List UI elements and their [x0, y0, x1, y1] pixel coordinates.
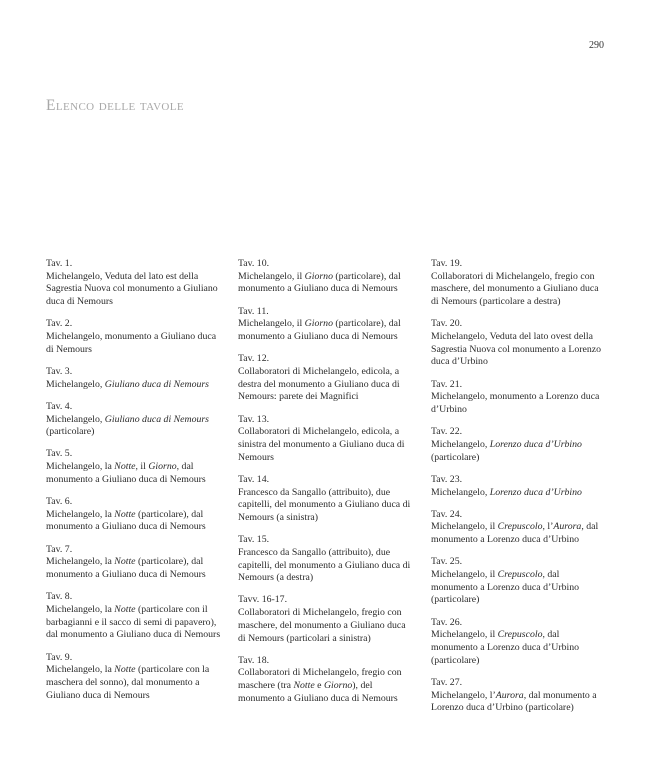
plate-number: Tav. 26.: [431, 616, 463, 628]
plate-caption: [431, 391, 607, 416]
caption-text: Francesco da Sangallo (attribuito), due capitelli, del monumento a Giuliano duca di Nemours (a destra): [238, 546, 411, 584]
plate-number: Tav. 25.: [431, 556, 463, 568]
page-number: 290: [589, 40, 604, 51]
caption-text: (particolare), dal monumento a Giuliano duca di Nemours: [238, 318, 401, 343]
plate-number: Tav. 14.: [238, 473, 270, 485]
plate-number: Tav. 21.: [431, 378, 463, 390]
caption-text: Michelangelo, il: [431, 569, 498, 581]
plate-caption: [238, 366, 414, 404]
caption-italic-title: Notte: [114, 461, 136, 473]
plate-caption: [431, 521, 607, 546]
caption-text: e: [314, 680, 324, 692]
caption-text: Michelangelo,: [431, 486, 490, 498]
caption-text: Michelangelo, monumento a Lorenzo duca d’Urbino: [431, 391, 600, 416]
plate-entry: [46, 591, 222, 642]
caption-text: Michelangelo, la: [46, 461, 115, 473]
caption-text: (particolare), dal monumento a Giuliano duca di Nemours: [46, 508, 206, 533]
caption-text: (particolare con il barbagianni e il sacco di semi di papavero), dal monumento a Giuliano duca di Nemours: [46, 603, 221, 641]
caption-text: , dal monumento a Giuliano duca di Nemours: [46, 461, 206, 485]
plate-caption: [431, 569, 607, 607]
caption-text: Michelangelo, la: [46, 508, 115, 520]
plate-entry: [431, 426, 607, 464]
caption-italic-title: Notte: [114, 603, 136, 615]
caption-text: , dal monumento a Lorenzo duca d’Urbino (particolare): [431, 689, 597, 714]
caption-italic-title: Notte: [293, 680, 315, 692]
plate-number: Tav. 22.: [431, 426, 463, 438]
caption-italic-title: Notte: [114, 556, 136, 568]
plate-entry: [431, 318, 607, 369]
plate-number: Tav. 11.: [238, 305, 269, 317]
plate-entry: [46, 318, 222, 356]
plate-number: Tav. 27.: [431, 676, 463, 688]
plate-number: Tav. 15.: [238, 534, 270, 546]
plate-caption: [238, 547, 414, 585]
caption-italic-title: Aurora: [495, 689, 524, 701]
plate-caption: [238, 607, 414, 645]
caption-text: Collaboratori di Michelangelo, fregio con maschere, del monumento a Giuliano duca di Nemours (particolare a destra): [431, 270, 599, 308]
caption-text: Michelangelo,: [46, 378, 105, 390]
caption-text: Michelangelo, Veduta del lato est della Sagrestia Nuova col monumento a Giuliano duca di Nemours: [46, 270, 218, 308]
caption-italic-title: Crepuscolo: [497, 629, 543, 641]
plate-entry: [431, 474, 607, 499]
plate-caption: [431, 690, 607, 715]
caption-text: (particolare): [46, 426, 95, 438]
plate-number: Tav. 12.: [238, 353, 270, 365]
plate-number: Tav. 3.: [46, 365, 73, 377]
plate-number: Tav. 18.: [238, 654, 270, 666]
plate-entry: [431, 556, 607, 607]
plate-caption: [431, 439, 607, 464]
plate-entry: [46, 401, 222, 439]
plate-caption: [46, 379, 222, 392]
caption-text: Michelangelo,: [431, 438, 490, 450]
caption-italic-title: Giorno: [304, 318, 333, 330]
plate-caption: [238, 271, 414, 296]
caption-text: Michelangelo, il: [431, 629, 498, 641]
plate-caption: [431, 487, 607, 500]
plate-number: Tav. 6.: [46, 496, 73, 508]
plate-caption: [431, 629, 607, 667]
plate-entry: [46, 366, 222, 391]
caption-text: Michelangelo, la: [46, 556, 115, 568]
caption-text: , dal monumento a Lorenzo duca d’Urbino (particolare): [431, 569, 579, 606]
plate-caption: [431, 271, 607, 309]
plate-caption: [46, 331, 222, 356]
plate-caption: [238, 487, 414, 525]
plate-caption: [238, 318, 414, 343]
caption-italic-title: Crepuscolo: [497, 569, 543, 581]
plate-entry: [46, 448, 222, 486]
plate-caption: [46, 414, 222, 439]
caption-text: Michelangelo, la: [46, 664, 115, 676]
caption-text: Michelangelo, l’: [431, 689, 496, 701]
plate-entry: [46, 258, 222, 309]
plate-entry: [238, 353, 414, 404]
plate-entry: [431, 677, 607, 715]
caption-italic-title: Lorenzo duca d’Urbino: [489, 486, 582, 498]
plate-entry: [238, 474, 414, 525]
caption-text: Francesco da Sangallo (attribuito), due capitelli, del monumento a Giuliano duca di Nemours (a sinistra): [238, 486, 411, 523]
plate-caption: [431, 331, 607, 369]
caption-text: Michelangelo, il: [238, 270, 305, 282]
plate-number: Tavv. 16-17.: [238, 594, 288, 606]
caption-text: Michelangelo, monumento a Giuliano duca di Nemours: [46, 331, 217, 355]
plates-column-2: [238, 258, 414, 715]
plate-caption: [46, 604, 222, 642]
plate-entry: [431, 258, 607, 309]
plate-caption: [46, 509, 222, 534]
caption-italic-title: Giorno: [323, 680, 353, 692]
caption-text: Collaboratori di Michelangelo, fregio con maschere (tra: [238, 667, 402, 692]
plate-number: Tav. 5.: [46, 448, 73, 460]
plate-number: Tav. 23.: [431, 473, 463, 485]
plate-number: Tav. 2.: [46, 318, 73, 330]
caption-text: Michelangelo, la: [46, 603, 115, 615]
caption-italic-title: Giorno: [304, 270, 333, 282]
caption-italic-title: Aurora: [553, 521, 582, 533]
plates-column-1: [46, 258, 222, 712]
plate-caption: [46, 664, 222, 702]
plate-entry: [238, 594, 414, 645]
plate-caption: [46, 556, 222, 581]
caption-italic-title: Crepuscolo: [497, 521, 543, 533]
caption-italic-title: Giuliano duca di Nemours: [104, 378, 209, 390]
caption-text: , il: [135, 461, 149, 473]
plate-entry: [238, 258, 414, 296]
caption-text: (particolare): [431, 451, 480, 463]
caption-text: Michelangelo,: [46, 413, 105, 425]
plate-number: Tav. 19.: [431, 258, 463, 269]
caption-text: Michelangelo, Veduta del lato ovest della Sagrestia Nuova col monumento a Lorenzo duca d’Urbino: [431, 331, 602, 368]
plate-caption: [238, 667, 414, 705]
caption-text: (particolare), dal monumento a Giuliano duca di Nemours: [46, 556, 206, 581]
caption-text: ), del monumento a Giuliano duca di Nemours: [238, 680, 398, 704]
plate-entry: [238, 414, 414, 465]
caption-italic-title: Giorno: [148, 461, 177, 473]
plate-entry: [46, 544, 222, 582]
caption-text: Michelangelo, il: [238, 318, 305, 330]
plate-entry: [431, 379, 607, 417]
caption-text: (particolare con la maschera del sonno), dal monumento a Giuliano duca di Nemours: [46, 664, 210, 701]
caption-text: Collaboratori di Michelangelo, edicola, a destra del monumento a Giuliano duca di Nemours: parete dei Magnifici: [238, 365, 400, 403]
plate-number: Tav. 24.: [431, 508, 463, 520]
caption-text: , dal monumento a Lorenzo duca d’Urbino: [431, 521, 599, 546]
caption-text: Collaboratori di Michelangelo, fregio con maschere, del monumento a Giuliano duca di Nemours (particolari a sinistra): [238, 607, 406, 644]
plate-number: Tav. 9.: [46, 651, 73, 663]
plate-number: Tav. 13.: [238, 413, 270, 425]
caption-italic-title: Notte: [114, 664, 136, 676]
caption-text: (particolare), dal monumento a Giuliano duca di Nemours: [238, 270, 401, 295]
plate-caption: [46, 271, 222, 309]
plate-number: Tav. 1.: [46, 258, 73, 269]
plate-entry: [238, 306, 414, 344]
caption-text: Michelangelo, il: [431, 521, 498, 533]
plate-number: Tav. 20.: [431, 318, 463, 330]
caption-italic-title: Notte: [114, 508, 136, 520]
plate-entry: [431, 509, 607, 547]
plate-number: Tav. 4.: [46, 400, 73, 412]
plate-number: Tav. 8.: [46, 591, 73, 603]
page-title: Elenco delle tavole: [46, 97, 184, 114]
plate-caption: [46, 461, 222, 486]
plate-number: Tav. 10.: [238, 258, 270, 269]
caption-text: Collaboratori di Michelangelo, edicola, a sinistra del monumento a Giuliano duca di Nemours: [238, 426, 405, 463]
plate-number: Tav. 7.: [46, 543, 73, 555]
caption-italic-title: Lorenzo duca d’Urbino: [489, 438, 582, 450]
plate-entry: [238, 534, 414, 585]
caption-text: , l’: [542, 521, 554, 533]
plate-entry: [431, 617, 607, 668]
plates-column-3: [431, 258, 607, 725]
plate-entry: [238, 655, 414, 706]
caption-text: , dal monumento a Lorenzo duca d’Urbino (particolare): [431, 629, 579, 666]
plate-entry: [46, 652, 222, 703]
plate-entry: [46, 496, 222, 534]
caption-italic-title: Giuliano duca di Nemours: [104, 413, 209, 425]
plate-caption: [238, 426, 414, 464]
